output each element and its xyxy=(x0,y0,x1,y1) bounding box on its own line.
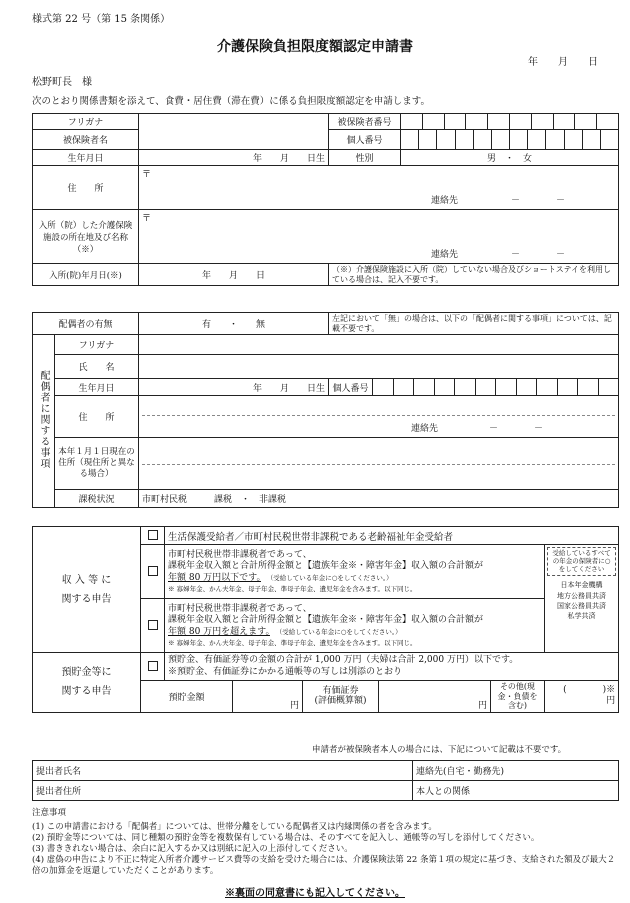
footer-note: ※裏面の同意書にも記入してください。 xyxy=(225,888,405,899)
page-title: 介護保険負担限度額認定申請書 xyxy=(217,39,413,55)
submitter-note: 申請者が被保険者本人の場合には、下記について記載は不要です。 xyxy=(312,745,567,755)
spouse-address-field[interactable] xyxy=(139,396,619,438)
checkbox-savings[interactable] xyxy=(141,653,165,681)
deposit-label: 預貯金額 xyxy=(141,681,233,713)
note-item: (2) 預貯金等については、同じ種類の預貯金等を複数保有している場合は、そのすべてを記入し、通帳等の写しを添付してください。 xyxy=(32,833,540,844)
submitter-relation-field[interactable]: 本人との関係 xyxy=(413,781,619,801)
admit-date-label: 入所(院)年月日(※) xyxy=(33,264,139,286)
insured-number-field[interactable] xyxy=(401,114,619,130)
spouse-contact-label: 連絡先 xyxy=(411,424,439,435)
checkbox-opt3[interactable] xyxy=(141,599,165,653)
spouse-name-label: 氏 名 xyxy=(55,355,139,379)
insured-name-label: 被保険者名 xyxy=(33,130,139,150)
jan-address-field[interactable] xyxy=(139,438,619,490)
sex-label: 性別 xyxy=(329,150,401,166)
postal-mark: 〒 xyxy=(142,214,152,224)
securities-field[interactable]: 円 xyxy=(379,681,491,713)
address-field[interactable] xyxy=(139,166,619,210)
submitter-contact-field[interactable]: 連絡先(自宅・勤務先) xyxy=(413,761,619,781)
birth-label: 生年月日 xyxy=(33,150,139,166)
spouse-table xyxy=(32,312,619,508)
spouse-side-label: 配偶者に関する事項 xyxy=(33,335,55,508)
tax-status-options[interactable]: 市町村民税 課税 ・ 非課税 xyxy=(139,490,619,508)
savings-text: 預貯金、有価証券等の金額の合計が 1,000 万円（夫婦は合計 2,000 万円）以下です。 ※預貯金、有価証券にかかる通帳等の写しは別添のとおり xyxy=(165,653,619,681)
checkbox-opt1[interactable] xyxy=(141,527,165,545)
submitter-table xyxy=(32,760,619,801)
facility-contact-label: 連絡先 xyxy=(431,250,459,260)
income-label: 収 入 等 に 関する申告 xyxy=(33,527,141,653)
spouse-address-label: 住 所 xyxy=(55,396,139,438)
notes-title: 注意事項 xyxy=(32,808,67,818)
intro-text: 次のとおり関係書類を添えて、食費・居住費（滞在費）に係る負担限度額認定を申請します。 xyxy=(32,96,431,107)
tax-status-label: 課税状況 xyxy=(55,490,139,508)
spouse-personal-no-label: 個人番号 xyxy=(329,379,373,396)
note-item: (3) 書ききれない場合は、余白に記入するか又は別紙に記入の上添付してください。 xyxy=(32,844,353,855)
spouse-has-options[interactable]: 有 ・ 無 xyxy=(139,313,329,335)
spouse-birth-label: 生年月日 xyxy=(55,379,139,396)
checkbox-opt2[interactable] xyxy=(141,545,165,599)
spouse-note: 左記において「無」の場合は、以下の「配偶者に関する事項」については、記載不要です。 xyxy=(329,313,619,335)
savings-label: 預貯金等に 関する申告 xyxy=(33,653,141,713)
spouse-birth-field[interactable]: 年 月 日生 xyxy=(139,379,329,396)
submitter-name-field[interactable]: 提出者氏名 xyxy=(33,761,413,781)
personal-number-label: 個人番号 xyxy=(329,130,401,150)
opt2-text: 市町村民税世帯非課税者であって、 課税年金収入額と合計所得金額と【遺族年金※・障害年金】収入額の合計額が 年額 80 万円以下です。 （受給している年金に○をしてください。） ※ 寡婦年金、かん夫年金、母子年金、準母子年金、遺児年金を含みます。以下同じ。 xyxy=(165,545,545,599)
income-table xyxy=(32,526,619,713)
note-item: (4) 虚偽の申告により不正に特定入所者介護サービス費等の支給を受けた場合には、介護保険法第 22 条第１項の規定に基づき、支給された額及び最大２倍の加算金を返還していただくことがあります。 xyxy=(32,855,616,877)
furigana-label: フリガナ xyxy=(33,114,139,130)
birth-field[interactable]: 年 月 日生 xyxy=(139,150,329,166)
contact-label: 連絡先 xyxy=(431,196,459,206)
pension-instruction: 受給しているすべての年金の保険者に○をしてください xyxy=(547,547,616,576)
insured-name-field[interactable] xyxy=(139,114,329,150)
phone-separator: － － xyxy=(489,424,544,435)
sex-options[interactable]: 男 ・ 女 xyxy=(401,150,619,166)
pension-box[interactable] xyxy=(545,545,619,653)
securities-label: 有価証券 (評価概算額) xyxy=(303,681,379,713)
facility-label: 入所（院）した介護保険施設の所在地及び名称（※） xyxy=(33,210,139,264)
postal-mark: 〒 xyxy=(142,170,152,180)
opt1-text: 生活保護受給者／市町村民税世帯非課税である老齢福祉年金受給者 xyxy=(165,527,619,545)
deposit-field[interactable]: 円 xyxy=(233,681,303,713)
notes-list xyxy=(32,822,618,877)
spouse-name-field[interactable] xyxy=(139,355,619,379)
facility-field[interactable] xyxy=(139,210,619,264)
spouse-personal-no-field[interactable] xyxy=(373,379,619,396)
pension-list: 日本年金機構 地方公務員共済 国家公務員共済 私学共済 xyxy=(557,581,607,620)
phone-separator: － － xyxy=(511,250,566,260)
phone-separator: － － xyxy=(511,196,566,206)
date-line: 年 月 日 xyxy=(528,57,598,68)
admit-note: （※）介護保険施設に入所（院）していない場合及びショートステイを利用している場合は、記入不要です。 xyxy=(329,264,619,286)
spouse-furigana-field[interactable] xyxy=(139,335,619,355)
spouse-has-label: 配偶者の有無 xyxy=(33,313,139,335)
form-number: 様式第 22 号（第 15 条関係） xyxy=(32,14,171,25)
note-item: (1) この申請書における「配偶者」については、世帯分離をしている配偶者又は内縁関係の者を含みます。 xyxy=(32,822,437,832)
opt3-text: 市町村民税世帯非課税者であって、 課税年金収入額と合計所得金額と【遺族年金※・障害年金】収入額の合計額が 年額 80 万円を超えます。 （受給している年金に○をしてください。） ※ 寡婦年金、かん夫年金、母子年金、準母子年金、遺児年金を含みます。以下同じ。 xyxy=(165,599,545,653)
spouse-furigana-label: フリガナ xyxy=(55,335,139,355)
applicant-table xyxy=(32,113,619,286)
address-label: 住 所 xyxy=(33,166,139,210)
personal-number-field[interactable] xyxy=(401,130,619,150)
other-field[interactable]: ( )※ 円 xyxy=(545,681,619,713)
admit-date-field[interactable]: 年 月 日 xyxy=(139,264,329,286)
submitter-address-field[interactable]: 提出者住所 xyxy=(33,781,413,801)
other-label: その他(現金・負債を含む) xyxy=(491,681,545,713)
addressee: 松野町長 様 xyxy=(32,77,92,88)
insured-number-label: 被保険者番号 xyxy=(329,114,401,130)
jan-address-label: 本年１月１日現在の住所（現住所と異なる場合） xyxy=(55,438,139,490)
